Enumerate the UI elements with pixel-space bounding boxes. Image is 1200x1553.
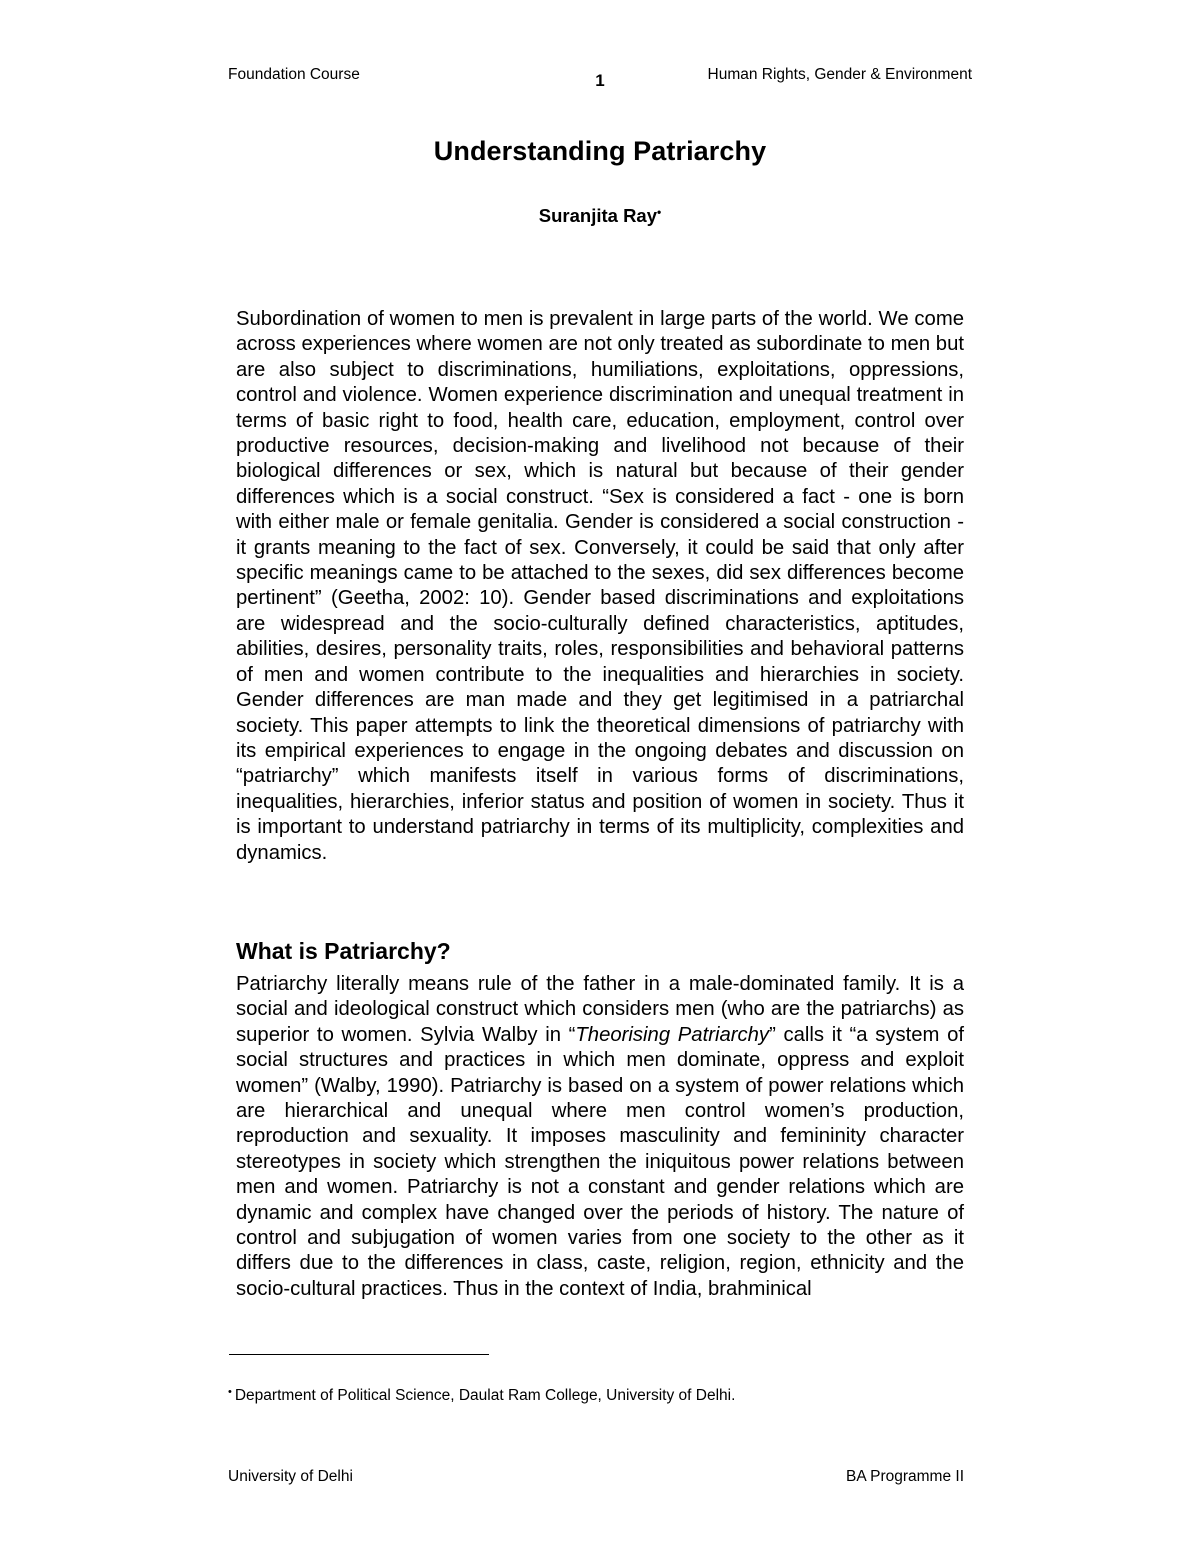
section-text-rest: ” calls it “a system of social structures and practices in which men dominate, oppress and exploit women” (Walby, 1990). Patriarchy is based on a system of power relations which are hierarchical and unequal where men control women’s production, reproduction and sexuality. It imposes masculinity and femininity character stereotypes in society which strengthen the iniquitous power relations between men and women. Patriarchy is not a constant and gender relations which are dynamic and complex have changed over the periods of history. The nature of control and subjugation of women varies from one society to the other as it differs due to the differences in class, caste, religion, region, ethnicity and the socio-cultural practices. Thus in the context of India, brahminical [236, 1023, 965, 1300]
running-footer [228, 1468, 964, 1490]
footnote-text: Department of Political Science, Daulat Ram College, University of Delhi. [234, 1387, 736, 1404]
page-number: 1 [595, 71, 605, 90]
footnote-mark: • [228, 1386, 232, 1398]
page-title: Understanding Patriarchy [433, 136, 767, 166]
section-paragraph [236, 972, 964, 1302]
section-text-start: Patriarchy literally means rule of the father in a male-dominated family. It is a social and ideological construct which considers men (who are the patriarchs) as superior to women. Sylvia Walby in “ [236, 973, 964, 1046]
author-footnote-mark: • [657, 205, 662, 219]
author-line [0, 205, 1200, 227]
header-course-name: Foundation Course [228, 66, 360, 83]
footnote [228, 1386, 735, 1405]
author-name: Suranjita Ray [538, 205, 658, 226]
header-subject: Human Rights, Gender & Environment [707, 66, 972, 83]
footer-programme: BA Programme II [845, 1468, 964, 1485]
section-heading: What is Patriarchy? [236, 938, 451, 964]
footer-university: University of Delhi [228, 1468, 353, 1485]
footnote-divider [229, 1354, 489, 1355]
book-title-italic: Theorising Patriarchy [575, 1023, 770, 1046]
intro-paragraph: Subordination of women to men is prevalent in large parts of the world. We come across experiences where women are not only treated as subordinate to men but are also subject to discriminations, humiliations, exploitations, oppressions, control and violence. Women experience discrimination and unequal treatment in terms of basic right to food, health care, education, employment, control over productive resources, decision-making and livelihood not because of their biological differences or sex, which is natural but because of their gender differences which is a social construct. “Sex is considered a fact - one is born with either male or female genitalia. Gender is considered a social construction - it grants meaning to the fact of sex. Conversely, it could be said that only after specific meanings came to be attached to the sexes, did sex differences become pertinent” (Geetha, 2002: 10). Gender based discriminations and exploitations are widespread and the socio-culturally defined characteristics, aptitudes, abilities, desires, personality traits, roles, responsibilities and behavioral patterns of men and women contribute to the inequalities and hierarchies in society. Gender differences are man made and they get legitimised in a patriarchal society. This paper attempts to link the theoretical dimensions of patriarchy with its empirical experiences to engage in the ongoing debates and discussion on “patriarchy” which manifests itself in various forms of discriminations, inequalities, hierarchies, inferior status and position of women in society. Thus it is important to understand patriarchy in terms of its multiplicity, complexities and dynamics. [236, 308, 964, 864]
running-header [228, 66, 972, 90]
